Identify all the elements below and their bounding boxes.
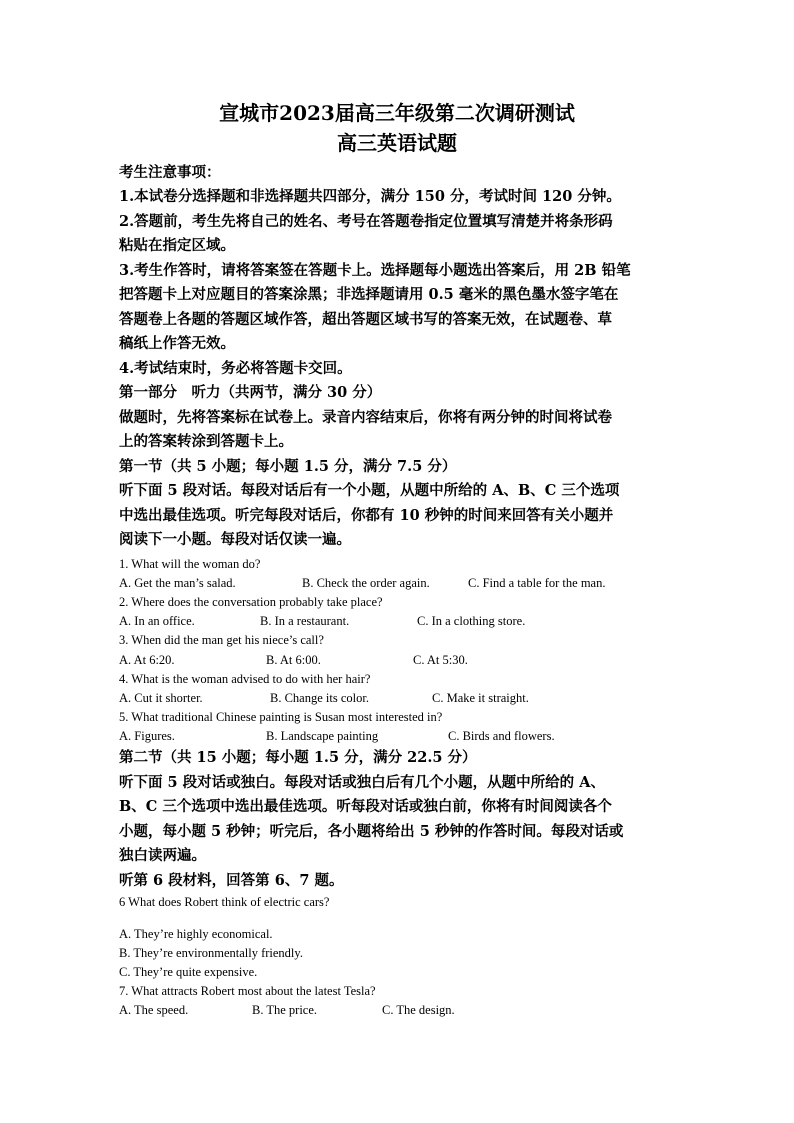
question-7: 7. What attracts Robert most about the latest Tesla? <box>119 984 376 998</box>
notice-item-1: 1.本试卷分选择题和非选择题共四部分，满分 150 分，考试时间 120 分钟。 <box>119 188 621 205</box>
question-2-option-c: C. In a clothing store. <box>417 614 526 628</box>
section1-instructions-line-1: 听下面 5 段对话。每段对话后有一个小题，从题中所给的 A、B、C 三个选项 <box>119 482 620 499</box>
section1-heading: 第一节（共 5 小题；每小题 1.5 分，满分 7.5 分） <box>119 458 457 475</box>
notice-heading: 考生注意事项： <box>119 164 221 181</box>
question-2-option-b: B. In a restaurant. <box>260 614 350 628</box>
notice-item-2-line-2: 粘贴在指定区域。 <box>119 237 235 254</box>
material-6-heading: 听第 6 段材料，回答第 6、7 题。 <box>119 872 344 889</box>
question-6: 6 What does Robert think of electric cars? <box>119 895 330 909</box>
section2-instructions-line-3: 小题，每小题 5 秒钟；听完后，各小题将给出 5 秒钟的作答时间。每段对话或 <box>119 823 624 840</box>
question-1-option-c: C. Find a table for the man. <box>468 576 606 590</box>
section2-instructions-line-1: 听下面 5 段对话或独白。每段对话或独白后有几个小题，从题中所给的 A、 <box>119 774 605 791</box>
question-4-option-b: B. Change its color. <box>270 691 369 705</box>
question-2-option-a: A. In an office. <box>119 614 195 628</box>
question-4-option-a: A. Cut it shorter. <box>119 691 203 705</box>
question-5-option-c: C. Birds and flowers. <box>448 729 555 743</box>
notice-item-4: 4.考试结束时，务必将答题卡交回。 <box>119 360 352 377</box>
question-2: 2. Where does the conversation probably take place? <box>119 595 383 609</box>
question-4: 4. What is the woman advised to do with her hair? <box>119 672 371 686</box>
section2-instructions-line-4: 独白读两遍。 <box>119 847 206 864</box>
question-5-option-b: B. Landscape painting <box>266 729 379 743</box>
question-1-option-b: B. Check the order again. <box>302 576 430 590</box>
question-3-option-c: C. At 5:30. <box>413 653 468 667</box>
part1-instructions-line-2: 上的答案转涂到答题卡上。 <box>119 433 293 450</box>
question-1: 1. What will the woman do? <box>119 557 261 571</box>
exam-subtitle: 高三英语试题 <box>337 131 457 155</box>
section1-instructions-line-2: 中选出最佳选项。听完每段对话后，你都有 10 秒钟的时间来回答有关小题并 <box>119 507 614 524</box>
question-1-option-a: A. Get the man’s salad. <box>119 576 236 590</box>
section2-instructions-line-2: B、C 三个选项中选出最佳选项。听每段对话或独白前，你将有时间阅读各个 <box>119 798 612 815</box>
notice-item-3-line-4: 稿纸上作答无效。 <box>119 335 235 352</box>
part1-instructions-line-1: 做题时，先将答案标在试卷上。录音内容结束后，你将有两分钟的时间将试卷 <box>119 409 612 426</box>
question-7-option-c: C. The design. <box>382 1003 455 1017</box>
question-3-option-b: B. At 6:00. <box>266 653 321 667</box>
question-7-option-b: B. The price. <box>252 1003 318 1017</box>
question-3-option-a: A. At 6:20. <box>119 653 175 667</box>
section1-instructions-line-3: 阅读下一小题。每段对话仅读一遍。 <box>119 531 351 548</box>
notice-item-3-line-2: 把答题卡上对应题目的答案涂黑；非选择题请用 0.5 毫米的黑色墨水签字笔在 <box>119 286 619 303</box>
question-5: 5. What traditional Chinese painting is Susan most interested in? <box>119 710 443 724</box>
question-6-option-b: B. They’re environmentally friendly. <box>119 946 303 960</box>
question-5-option-a: A. Figures. <box>119 729 175 743</box>
notice-item-3-line-3: 答题卷上各题的答题区域作答，超出答题区域书写的答案无效，在试题卷、草 <box>119 311 612 328</box>
question-6-option-a: A. They’re highly economical. <box>119 927 273 941</box>
question-7-option-a: A. The speed. <box>119 1003 189 1017</box>
notice-item-3-line-1: 3.考生作答时，请将答案签在答题卡上。选择题每小题选出答案后，用 2B 铅笔 <box>119 262 631 279</box>
exam-title: 宣城市2023届高三年级第二次调研测试 <box>219 101 575 125</box>
section2-heading: 第二节（共 15 小题；每小题 1.5 分，满分 22.5 分） <box>119 749 477 766</box>
question-4-option-c: C. Make it straight. <box>432 691 529 705</box>
question-6-option-c: C. They’re quite expensive. <box>119 965 258 979</box>
question-3: 3. When did the man get his niece’s call? <box>119 633 324 647</box>
notice-item-2-line-1: 2.答题前，考生先将自己的姓名、考号在答题卷指定位置填写清楚并将条形码 <box>119 213 613 230</box>
part1-heading: 第一部分 听力（共两节，满分 30 分） <box>119 384 382 401</box>
